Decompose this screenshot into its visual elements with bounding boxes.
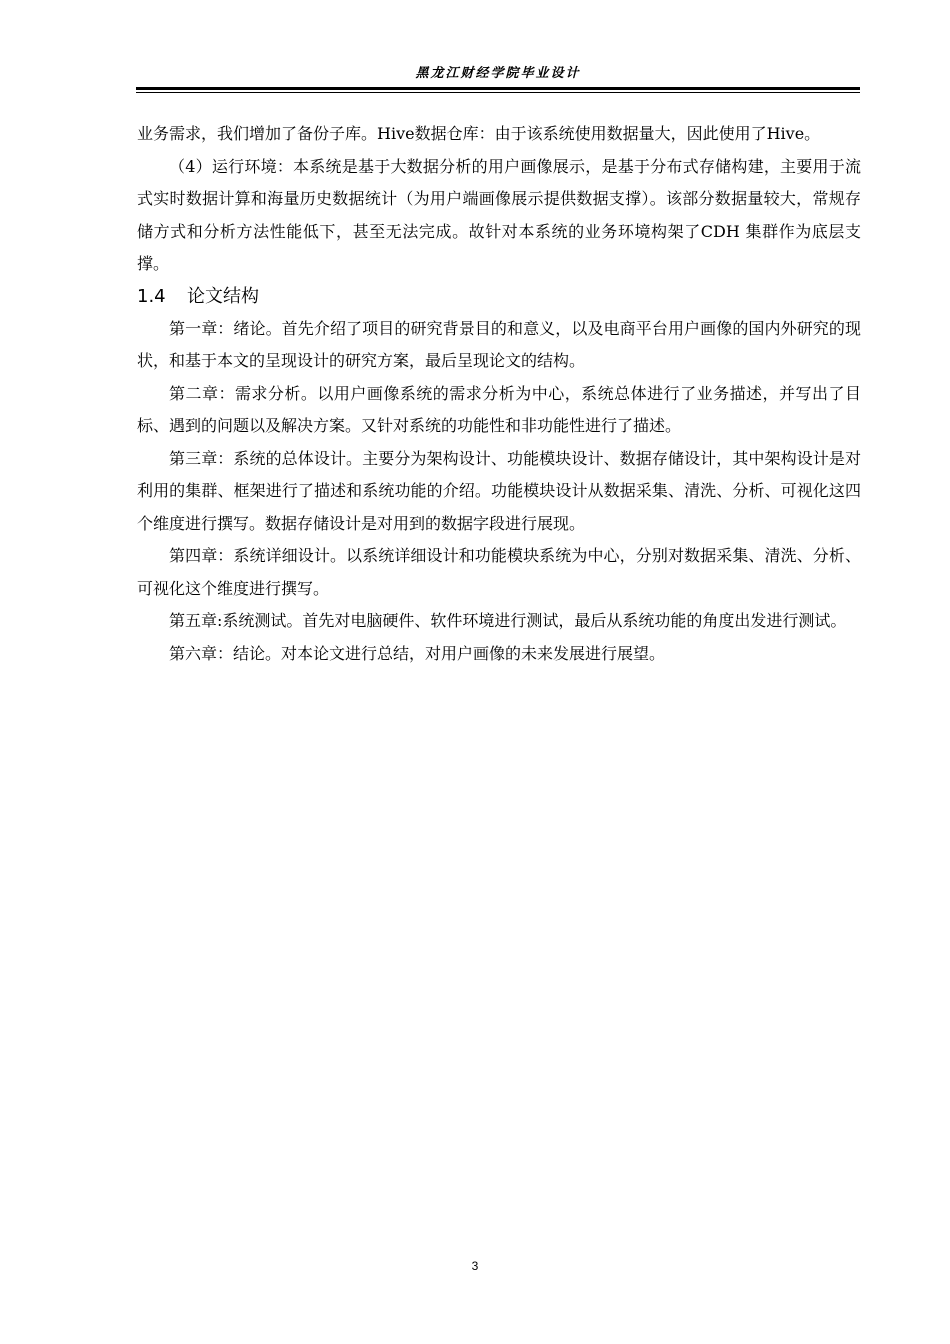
- header-rule-thin: [136, 92, 860, 93]
- page-header-title: 黑龙江财经学院毕业设计: [415, 66, 581, 81]
- chapter-2-summary: 第二章：需求分析。以用户画像系统的需求分析为中心，系统总体进行了业务描述，并写出了目标、遇到的问题以及解决方案。又针对系统的功能性和非功能性进行了描述。: [137, 383, 861, 435]
- paragraph-backup-hive: 业务需求，我们增加了备份子库。Hive数据仓库：由于该系统使用数据量大，因此使用了Hive。: [137, 124, 821, 143]
- header-rule-thick: [136, 87, 860, 90]
- chapter-4-summary: 第四章：系统详细设计。以系统详细设计和功能模块系统为中心，分别对数据采集、清洗、分析、可视化这个维度进行撰写。: [137, 546, 861, 598]
- section-title: 论文结构: [187, 285, 259, 307]
- section-number: 1.4: [137, 285, 166, 307]
- page-number: 3: [471, 1259, 479, 1273]
- paragraph-runtime-environment: （4）运行环境：本系统是基于大数据分析的用户画像展示，是基于分布式存储构建，主要用于流式实时数据计算和海量历史数据统计（为用户端画像展示提供数据支撑）。该部分数据量较大，常规存储方式和分析方法性能低下，甚至无法完成。故针对本系统的业务环境构架了CDH 集群作为底层支撑。: [137, 156, 861, 273]
- document-body: [137, 118, 861, 670]
- chapter-3-summary: 第三章：系统的总体设计。主要分为架构设计、功能模块设计、数据存储设计，其中架构设计是对利用的集群、框架进行了描述和系统功能的介绍。功能模块设计从数据采集、清洗、分析、可视化这四个维度进行撰写。数据存储设计是对用到的数据字段进行展现。: [137, 448, 861, 533]
- chapter-6-summary: 第六章：结论。对本论文进行总结，对用户画像的未来发展进行展望。: [169, 643, 666, 663]
- chapter-5-summary: 第五章:系统测试。首先对电脑硬件、软件环境进行测试，最后从系统功能的角度出发进行测试。: [169, 611, 847, 630]
- section-heading: [137, 281, 861, 313]
- chapter-1-summary: 第一章：绪论。首先介绍了项目的研究背景目的和意义，以及电商平台用户画像的国内外研究的现状，和基于本文的呈现设计的研究方案，最后呈现论文的结构。: [137, 318, 861, 370]
